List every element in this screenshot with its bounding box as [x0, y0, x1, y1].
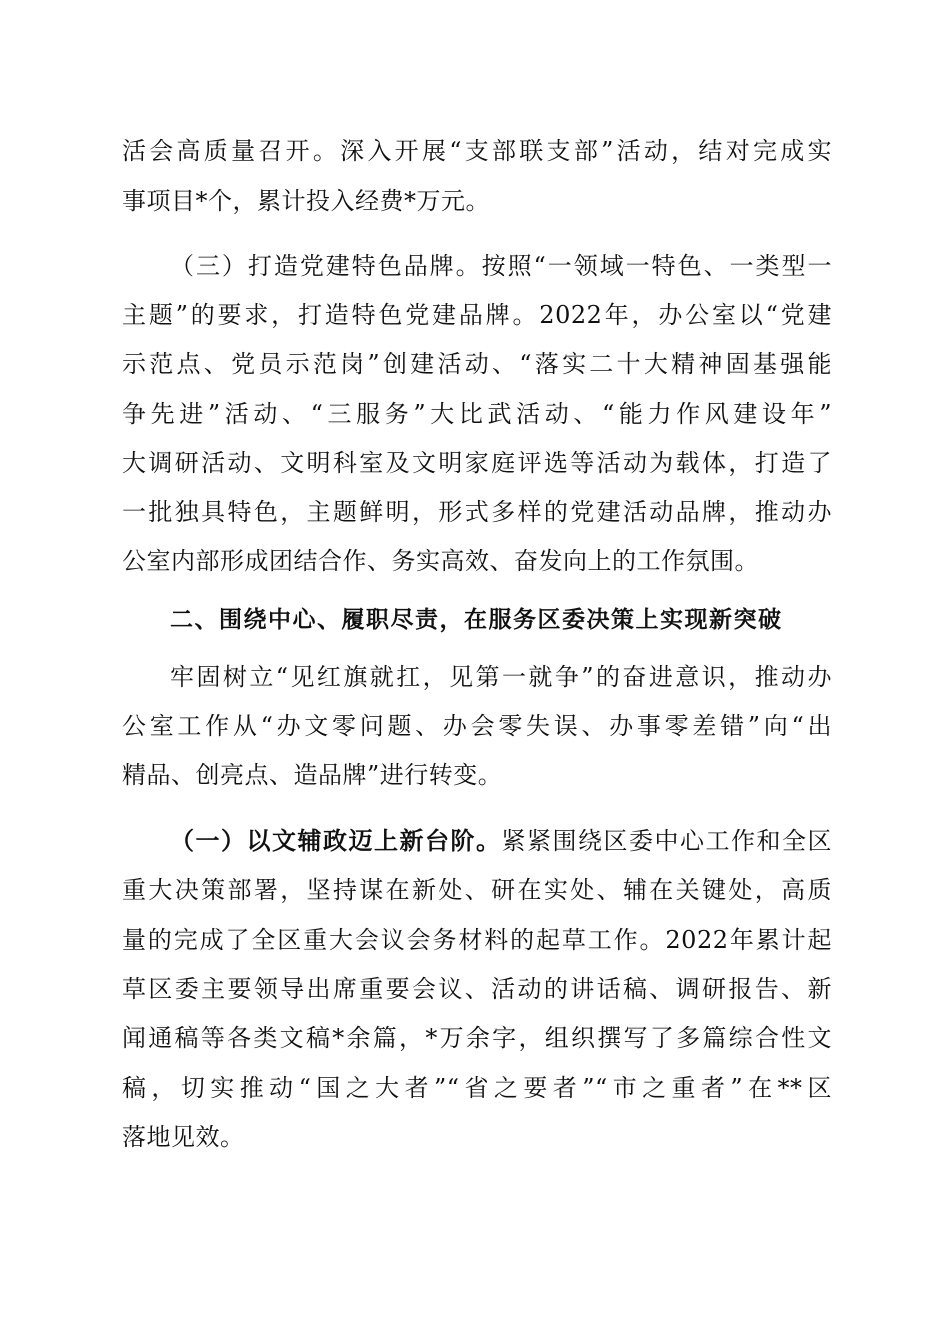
- paragraph-line: （三）打造党建特色品牌。按照“一领域一特色、一类型一: [170, 252, 832, 280]
- paragraph-line: 公室工作从“办文零问题、办会零失误、办事零差错”向“出: [122, 712, 832, 740]
- paragraph-line: 量的完成了全区重大会议会务材料的起草工作。2022年累计起: [122, 926, 832, 954]
- paragraph-line: 争先进”活动、“三服务”大比武活动、“能力作风建设年”: [122, 400, 832, 428]
- paragraph-line: 事项目*个，累计投入经费*万元。: [122, 187, 490, 215]
- paragraph-text: 紧紧围绕区委中心工作和全区: [501, 827, 832, 855]
- paragraph-line: 示范点、党员示范岗”创建活动、“落实二十大精神固基强能: [122, 350, 832, 378]
- paragraph-line: 大调研活动、文明科室及文明家庭评选等活动为载体，打造了: [122, 449, 832, 477]
- paragraph-line: [170, 821, 832, 861]
- paragraph-line: 落地见效。: [122, 1123, 245, 1151]
- paragraph-line: 公室内部形成团结合作、务实高效、奋发向上的工作氛围。: [122, 547, 759, 575]
- paragraph-line: 主题”的要求，打造特色党建品牌。2022年，办公室以“党建: [122, 301, 832, 329]
- paragraph-line: 重大决策部署，坚持谋在新处、研在实处、辅在关键处，高质: [122, 876, 832, 904]
- paragraph-line: 草区委主要领导出席重要会议、活动的讲话稿、调研报告、新: [122, 975, 832, 1003]
- subsection-title: （一）以文辅政迈上新台阶。: [170, 827, 502, 855]
- section-heading: 二、围绕中心、履职尽责，在服务区委决策上实现新突破: [170, 607, 783, 633]
- paragraph-line: 稿，切实推动“国之大者”“省之要者”“市之重者”在**区: [122, 1074, 832, 1102]
- paragraph-line: 一批独具特色，主题鲜明，形式多样的党建活动品牌，推动办: [122, 498, 832, 526]
- paragraph-line: 闻通稿等各类文稿*余篇，*万余字，组织撰写了多篇综合性文: [122, 1024, 832, 1052]
- paragraph-line: 活会高质量召开。深入开展“支部联支部”活动，结对完成实: [122, 137, 832, 165]
- paragraph-line: 精品、创亮点、造品牌”进行转变。: [122, 761, 503, 789]
- paragraph-line: 牢固树立“见红旗就扛，见第一就争”的奋进意识，推动办: [170, 663, 832, 691]
